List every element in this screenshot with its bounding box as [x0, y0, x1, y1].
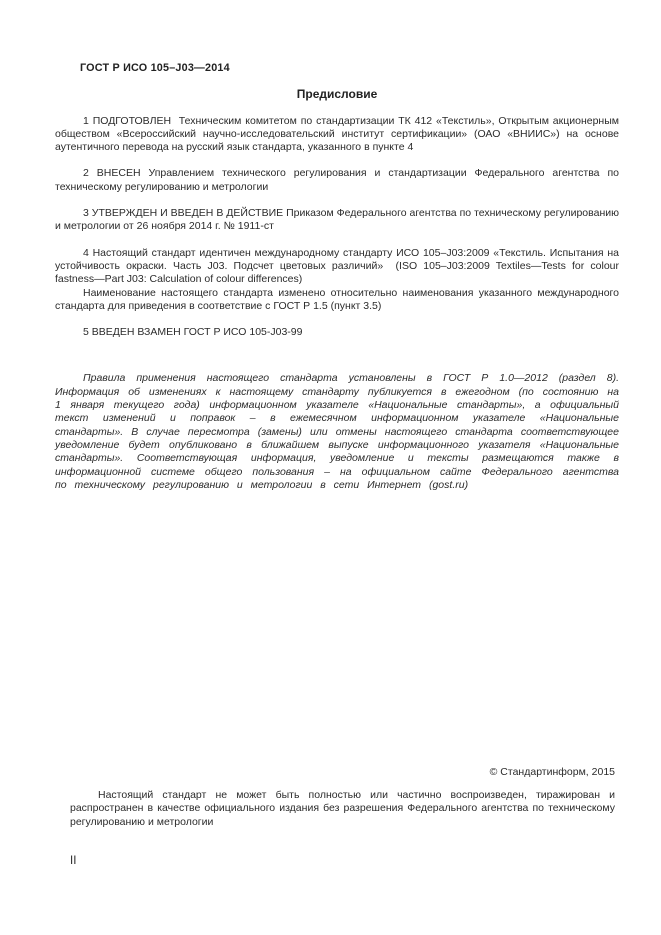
standard-designation: ГОСТ Р ИСО 105–J03—2014 — [80, 62, 230, 74]
page-content — [55, 0, 619, 492]
page-number: II — [70, 855, 77, 867]
foreword-item-1: 1 ПОДГОТОВЛЕН Техническим комитетом по стандартизации ТК 412 «Текстиль», Открытым акционерным обществом «Всероссийский научно-исследовательский институт сертификации» (ОАО «ВНИИС») на основе аутентичного перевода на русский язык стандарта, указанного в пункте 4 — [55, 114, 619, 154]
foreword-item-2: 2 ВНЕСЕН Управлением технического регулирования и стандартизации Федерального агентства по техническому регулированию и метрологии — [55, 167, 619, 193]
reproduction-restriction-notice: Настоящий стандарт не может быть полностью или частично воспроизведен, тиражирован и распространен в качестве официального издания без разрешения Федерального агентства по техническому регулированию и метрологии — [70, 789, 615, 828]
application-rules-note: Правила применения настоящего стандарта установлены в ГОСТ Р 1.0—2012 (раздел 8). Информация об изменениях к настоящему стандарту публикуется в ежегодном (по состоянию на 1 января текущего года) информационном указателе «Национальные стандарты», а официальный текст изменений и поправок – в ежемесячном информационном указателе «Национальные стандарты». В случае пересмотра (замены) или отмены настоящего стандарта соответствующее уведомление будет опубликовано в ближайшем выпуске информационного указателя «Национальные стандарты». Соответствующая информация, уведомление и тексты размещаются также в информационной системе общего пользования – на официальном сайте Федерального агентства по техническому регулированию и метрологии в сети Интернет (gost.ru) — [55, 372, 619, 491]
foreword-item-5: 5 ВВЕДЕН ВЗАМЕН ГОСТ Р ИСО 105-J03-99 — [83, 326, 303, 339]
page-title: Предисловие — [296, 87, 378, 102]
foreword-item-3: 3 УТВЕРЖДЕН И ВВЕДЕН В ДЕЙСТВИЕ Приказом Федерального агентства по техническому регулированию и метрологии от 26 ноября 2014 г. № 1911-ст — [55, 207, 619, 233]
foreword-item-4: 4 Настоящий стандарт идентичен международному стандарту ИСО 105–J03:2009 «Текстиль. Испытания на устойчивость окраски. Часть J03. Подсчет цветовых различий» (ISO 105–J03:2009 Textiles—Tests for colour fastness—Part J03: Calculation of colour differences) — [55, 246, 619, 286]
foreword-item-4-rename-note: Наименование настоящего стандарта изменено относительно наименования указанного международного стандарта для приведения в соответствие с ГОСТ Р 1.5 (пункт 3.5) — [55, 286, 619, 312]
copyright-notice: © Стандартинформ, 2015 — [489, 766, 615, 778]
